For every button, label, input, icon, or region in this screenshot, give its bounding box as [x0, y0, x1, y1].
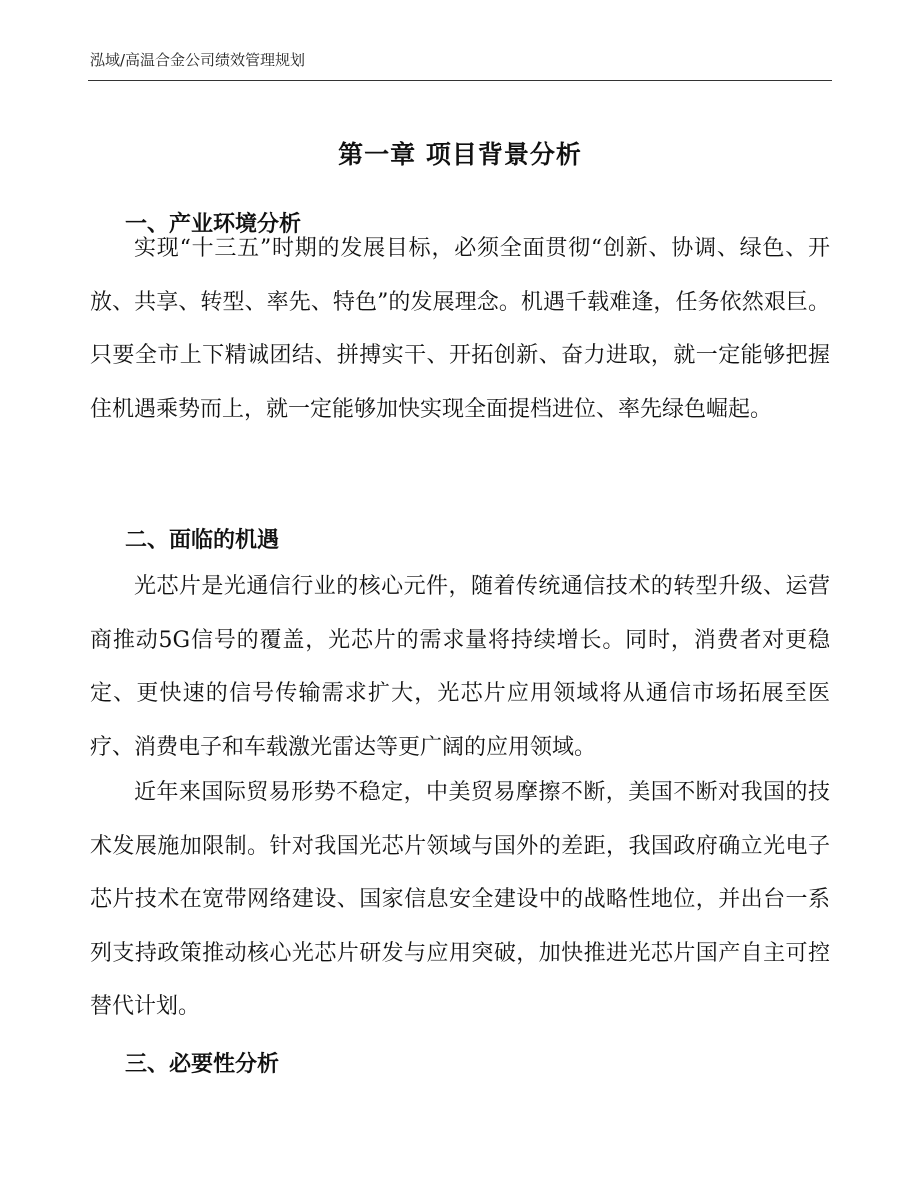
paragraph-industry-environment: 实现“十三五”时期的发展目标，必须全面贯彻“创新、协调、绿色、开放、共享、转型、率先、特色”的发展理念。机遇千载难逢，任务依然艰巨。只要全市上下精诚团结、拼搏实干、开拓创新、奋力进取，就一定能够把握住机遇乘势而上，就一定能够加快实现全面提档进位、率先绿色崛起。 [90, 236, 830, 422]
section-heading-necessity: 三、必要性分析 [125, 1052, 280, 1077]
paragraph-opportunities-2: 近年来国际贸易形势不稳定，中美贸易摩擦不断，美国不断对我国的技术发展施加限制。针对我国光芯片领域与国外的差距，我国政府确立光电子芯片技术在宽带网络建设、国家信息安全建设中的战略性地位，并出台一系列支持政策推动核心光芯片研发与应用突破，加快推进光芯片国产自主可控替代计划。 [90, 780, 830, 1020]
section-heading-opportunities: 二、面临的机遇 [125, 528, 280, 553]
header-divider [88, 80, 832, 81]
paragraph-opportunities-1: 光芯片是光通信行业的核心元件，随着传统通信技术的转型升级、运营商推动5G信号的覆盖，光芯片的需求量将持续增长。同时，消费者对更稳定、更快速的信号传输需求扩大，光芯片应用领域将从通信市场拓展至医疗、消费电子和车载激光雷达等更广阔的应用领域。 [90, 574, 830, 760]
running-header: 泓域/高温合金公司绩效管理规划 [90, 51, 306, 69]
chapter-title: 第一章 项目背景分析 [338, 140, 582, 169]
section-heading-industry-environment: 一、产业环境分析 [125, 212, 302, 237]
